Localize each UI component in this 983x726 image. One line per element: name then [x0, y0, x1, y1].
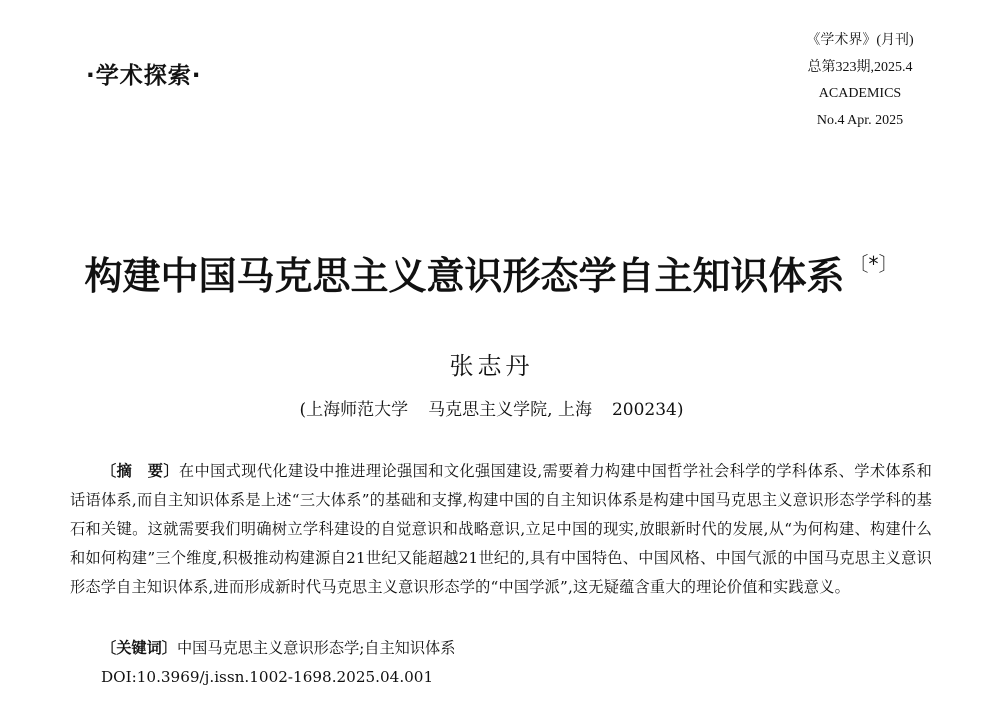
- affiliation-school: 马克思主义学院, 上海: [428, 400, 592, 420]
- journal-english-name: ACADEMICS: [818, 86, 902, 101]
- affiliation-open-paren: (: [299, 400, 307, 420]
- journal-issue-english: No.4 Apr. 2025: [816, 112, 904, 128]
- keywords-label: 〔关键词〕: [101, 639, 177, 657]
- article-title-text: 构建中国马克思主义意识形态学自主知识体系: [84, 254, 845, 298]
- doi[interactable]: DOI:10.3969/j.issn.1002-1698.2025.04.001: [101, 668, 434, 686]
- section-tag: ·学术探索·: [86, 63, 202, 89]
- keywords: [101, 634, 455, 663]
- affiliation-close-paren: ): [676, 400, 684, 420]
- abstract-text: 在中国式现代化建设中推进理论强国和文化强国建设,需要着力构建中国哲学社会科学的学科体系、学术体系和话语体系,而自主知识体系是上述“三大体系”的基础和支撑,构建中国的自主知识体系是构建中国马克思主义意识形态学学科的基石和关键。这就需要我们明确树立学科建设的自觉意识和战略意识,立足中国的现实,放眼新时代的发展,从“为何构建、构建什么和如何构建”三个维度,积极推动构建源自21世纪又能超越21世纪的,具有中国特色、中国风格、中国气派的中国马克思主义意识形态学自主知识体系,进而形成新时代马克思主义意识形态学的“中国学派”,这无疑蕴含重大的理论价值和实践意义。: [70, 462, 932, 596]
- journal-name: 《学术界》(月刊): [806, 33, 914, 48]
- title-footnote-marker[interactable]: 〔*〕: [848, 252, 899, 276]
- affiliation-postcode: 200234: [611, 400, 677, 420]
- author-affiliation: [0, 395, 983, 425]
- author-name: 张志丹: [449, 352, 534, 380]
- journal-info: [760, 28, 960, 134]
- abstract: [70, 457, 932, 602]
- article-title: [30, 236, 953, 304]
- affiliation-institution: 上海师范大学: [306, 400, 409, 420]
- abstract-label: 〔摘 要〕: [101, 462, 179, 480]
- journal-issue: 总第323期,2025.4: [807, 59, 913, 75]
- keywords-text: 中国马克思主义意识形态学;自主知识体系: [176, 639, 456, 657]
